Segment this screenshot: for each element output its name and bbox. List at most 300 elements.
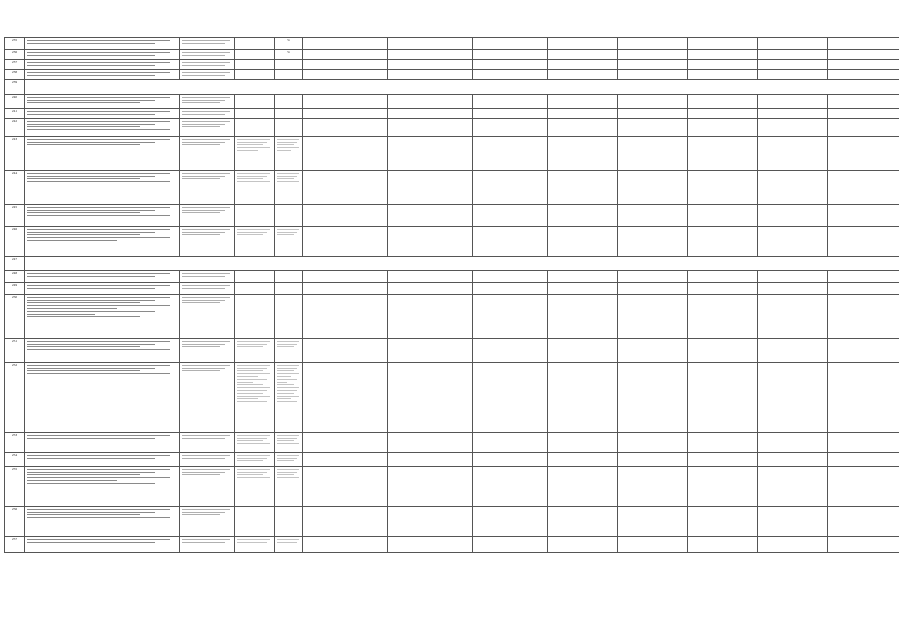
value-cell: [618, 453, 688, 467]
unit-cell: [275, 507, 303, 537]
unit-cell: [275, 363, 303, 433]
value-cell: [618, 363, 688, 433]
value-cell: [303, 171, 388, 205]
value-cell: [388, 507, 473, 537]
funding-source: [235, 137, 275, 171]
row-number: 257: [5, 537, 25, 553]
value-cell: [618, 271, 688, 283]
value-cell: [618, 50, 688, 60]
funding-source: [235, 70, 275, 80]
value-cell: [758, 171, 828, 205]
value-cell: [828, 467, 900, 507]
indicator-name: [25, 467, 180, 507]
funding-source: [235, 38, 275, 50]
table-row: [5, 453, 900, 467]
value-cell: [688, 363, 758, 433]
value-cell: [388, 295, 473, 339]
value-cell: [688, 38, 758, 50]
value-cell: [618, 109, 688, 119]
row-number: 251: [5, 339, 25, 363]
value-cell: [758, 467, 828, 507]
unit-cell: [275, 95, 303, 109]
indicator-name: [25, 339, 180, 363]
responsible-body: [180, 271, 235, 283]
value-cell: [548, 70, 618, 80]
value-cell: [548, 433, 618, 453]
value-cell: [548, 60, 618, 70]
responsible-body: [180, 171, 235, 205]
row-number: 256: [5, 507, 25, 537]
funding-source: [235, 453, 275, 467]
indicator-name: [25, 295, 180, 339]
table-row: [5, 70, 900, 80]
value-cell: [758, 283, 828, 295]
indicator-name: [25, 60, 180, 70]
value-cell: [303, 295, 388, 339]
funding-source: [235, 467, 275, 507]
value-cell: [548, 467, 618, 507]
table-row: [5, 295, 900, 339]
value-cell: [388, 453, 473, 467]
funding-source: [235, 271, 275, 283]
value-cell: [473, 283, 548, 295]
value-cell: [388, 339, 473, 363]
value-cell: [828, 453, 900, 467]
value-cell: [388, 50, 473, 60]
value-cell: [688, 537, 758, 553]
table-row: [5, 271, 900, 283]
row-number: 238: [5, 70, 25, 80]
value-cell: [303, 119, 388, 137]
funding-source: [235, 295, 275, 339]
value-cell: [388, 467, 473, 507]
value-cell: [548, 227, 618, 257]
value-cell: [688, 95, 758, 109]
value-cell: [688, 205, 758, 227]
row-number: 246: [5, 227, 25, 257]
row-number: 248: [5, 271, 25, 283]
funding-source: [235, 227, 275, 257]
value-cell: [548, 38, 618, 50]
value-cell: [388, 363, 473, 433]
row-number: 243: [5, 137, 25, 171]
value-cell: [473, 50, 548, 60]
value-cell: [688, 453, 758, 467]
value-cell: [388, 95, 473, 109]
responsible-body: [180, 119, 235, 137]
value-cell: [828, 119, 900, 137]
value-cell: [303, 433, 388, 453]
table-body: [5, 38, 900, 553]
value-cell: [618, 507, 688, 537]
value-cell: [758, 295, 828, 339]
table-row: [5, 433, 900, 453]
value-cell: [303, 38, 388, 50]
unit-cell: [275, 70, 303, 80]
value-cell: [548, 339, 618, 363]
value-cell: [828, 433, 900, 453]
value-cell: [618, 537, 688, 553]
value-cell: [388, 205, 473, 227]
value-cell: [828, 205, 900, 227]
value-cell: [548, 171, 618, 205]
value-cell: [548, 271, 618, 283]
table-row: [5, 467, 900, 507]
value-cell: [388, 537, 473, 553]
responsible-body: [180, 95, 235, 109]
value-cell: [388, 60, 473, 70]
value-cell: [473, 70, 548, 80]
table-row: [5, 95, 900, 109]
value-cell: [618, 433, 688, 453]
unit-cell: [275, 537, 303, 553]
responsible-body: [180, 50, 235, 60]
value-cell: [303, 507, 388, 537]
responsible-body: [180, 70, 235, 80]
value-cell: [388, 38, 473, 50]
row-number: 242: [5, 119, 25, 137]
value-cell: [828, 50, 900, 60]
value-cell: [758, 453, 828, 467]
indicator-name: [25, 363, 180, 433]
row-number: 247: [5, 257, 25, 271]
value-cell: [758, 507, 828, 537]
value-cell: [758, 50, 828, 60]
funding-source: [235, 50, 275, 60]
unit-cell: [275, 295, 303, 339]
value-cell: [548, 109, 618, 119]
value-cell: [473, 339, 548, 363]
funding-source: [235, 363, 275, 433]
funding-source: [235, 205, 275, 227]
table-row: [5, 537, 900, 553]
value-cell: [303, 339, 388, 363]
responsible-body: [180, 507, 235, 537]
value-cell: [473, 38, 548, 50]
row-number: 252: [5, 363, 25, 433]
value-cell: [548, 283, 618, 295]
value-cell: [688, 70, 758, 80]
indicator-name: [25, 95, 180, 109]
indicator-name: [25, 537, 180, 553]
value-cell: [548, 537, 618, 553]
indicator-name: [25, 119, 180, 137]
value-cell: [758, 227, 828, 257]
indicator-name: [25, 433, 180, 453]
value-cell: [758, 537, 828, 553]
responsible-body: [180, 295, 235, 339]
value-cell: [758, 70, 828, 80]
value-cell: [548, 119, 618, 137]
value-cell: [303, 283, 388, 295]
indicator-name: [25, 271, 180, 283]
indicator-name: [25, 205, 180, 227]
table-row: [5, 507, 900, 537]
value-cell: [618, 171, 688, 205]
value-cell: [688, 271, 758, 283]
funding-source: [235, 60, 275, 70]
unit-cell: [275, 60, 303, 70]
value-cell: [548, 363, 618, 433]
value-cell: [828, 537, 900, 553]
value-cell: [688, 60, 758, 70]
value-cell: [303, 363, 388, 433]
row-number: 239: [5, 80, 25, 95]
funding-source: [235, 507, 275, 537]
value-cell: [688, 119, 758, 137]
responsible-body: [180, 363, 235, 433]
row-number: 245: [5, 205, 25, 227]
value-cell: [303, 271, 388, 283]
row-number: 235: [5, 38, 25, 50]
value-cell: [828, 109, 900, 119]
row-number: 249: [5, 283, 25, 295]
unit-cell: [275, 205, 303, 227]
value-cell: [303, 70, 388, 80]
value-cell: [618, 60, 688, 70]
row-number: 240: [5, 95, 25, 109]
table-row: [5, 38, 900, 50]
indicator-name: [25, 109, 180, 119]
table-row: [5, 339, 900, 363]
value-cell: [688, 283, 758, 295]
value-cell: [758, 271, 828, 283]
funding-source: [235, 537, 275, 553]
row-number: 236: [5, 50, 25, 60]
value-cell: [758, 38, 828, 50]
value-cell: [618, 95, 688, 109]
unit-cell: [275, 119, 303, 137]
value-cell: [618, 467, 688, 507]
responsible-body: [180, 227, 235, 257]
value-cell: [473, 119, 548, 137]
funding-source: [235, 171, 275, 205]
value-cell: [388, 137, 473, 171]
section-row: [5, 80, 900, 95]
indicator-name: [25, 137, 180, 171]
indicator-name: [25, 70, 180, 80]
indicator-name: [25, 38, 180, 50]
responsible-body: [180, 137, 235, 171]
value-cell: [618, 38, 688, 50]
value-cell: [548, 507, 618, 537]
section-heading: [25, 257, 900, 271]
unit-cell: [275, 339, 303, 363]
value-cell: [473, 227, 548, 257]
responsible-body: [180, 433, 235, 453]
responsible-body: [180, 60, 235, 70]
row-number: 254: [5, 453, 25, 467]
table-row: [5, 227, 900, 257]
value-cell: [473, 109, 548, 119]
row-number: 250: [5, 295, 25, 339]
value-cell: [688, 109, 758, 119]
value-cell: [388, 271, 473, 283]
value-cell: [828, 60, 900, 70]
value-cell: [303, 109, 388, 119]
value-cell: [758, 433, 828, 453]
unit-cell: [275, 433, 303, 453]
value-cell: [388, 283, 473, 295]
value-cell: [618, 295, 688, 339]
funding-source: [235, 283, 275, 295]
value-cell: [618, 283, 688, 295]
indicator-name: [25, 171, 180, 205]
row-number: 255: [5, 467, 25, 507]
value-cell: [828, 70, 900, 80]
responsible-body: [180, 537, 235, 553]
value-cell: [618, 119, 688, 137]
value-cell: [388, 119, 473, 137]
table-row: [5, 60, 900, 70]
table-row: [5, 119, 900, 137]
value-cell: [473, 453, 548, 467]
value-cell: [828, 137, 900, 171]
value-cell: [688, 295, 758, 339]
value-cell: [303, 95, 388, 109]
responsible-body: [180, 109, 235, 119]
value-cell: [758, 363, 828, 433]
funding-source: [235, 119, 275, 137]
unit-cell: [275, 137, 303, 171]
document-sheet: [4, 37, 899, 635]
responsible-body: [180, 339, 235, 363]
row-number: 241: [5, 109, 25, 119]
value-cell: [548, 453, 618, 467]
value-cell: [473, 467, 548, 507]
value-cell: [618, 70, 688, 80]
value-cell: [828, 171, 900, 205]
value-cell: [758, 339, 828, 363]
indicator-name: [25, 283, 180, 295]
unit-cell: [275, 453, 303, 467]
table-row: [5, 205, 900, 227]
value-cell: [758, 205, 828, 227]
value-cell: [388, 171, 473, 205]
value-cell: [548, 295, 618, 339]
value-cell: [688, 227, 758, 257]
value-cell: [828, 295, 900, 339]
unit-cell: [275, 271, 303, 283]
unit-cell: %: [275, 50, 303, 60]
value-cell: [473, 95, 548, 109]
responsible-body: [180, 205, 235, 227]
unit-cell: %: [275, 38, 303, 50]
value-cell: [688, 507, 758, 537]
value-cell: [688, 433, 758, 453]
indicator-name: [25, 453, 180, 467]
value-cell: [473, 433, 548, 453]
unit-cell: [275, 171, 303, 205]
value-cell: [303, 227, 388, 257]
indicator-name: [25, 227, 180, 257]
row-number: 244: [5, 171, 25, 205]
funding-source: [235, 95, 275, 109]
table-row: [5, 109, 900, 119]
value-cell: [473, 363, 548, 433]
value-cell: [473, 171, 548, 205]
funding-source: [235, 109, 275, 119]
value-cell: [473, 205, 548, 227]
funding-source: [235, 433, 275, 453]
value-cell: [688, 171, 758, 205]
unit-cell: [275, 467, 303, 507]
value-cell: [828, 95, 900, 109]
value-cell: [758, 137, 828, 171]
funding-source: [235, 339, 275, 363]
value-cell: [388, 227, 473, 257]
value-cell: [548, 95, 618, 109]
value-cell: [828, 283, 900, 295]
value-cell: [548, 205, 618, 227]
value-cell: [618, 339, 688, 363]
value-cell: [758, 60, 828, 70]
value-cell: [303, 537, 388, 553]
value-cell: [828, 227, 900, 257]
indicator-name: [25, 507, 180, 537]
value-cell: [828, 38, 900, 50]
value-cell: [473, 137, 548, 171]
value-cell: [303, 137, 388, 171]
row-number: 253: [5, 433, 25, 453]
value-cell: [758, 119, 828, 137]
responsible-body: [180, 38, 235, 50]
value-cell: [618, 205, 688, 227]
value-cell: [388, 433, 473, 453]
value-cell: [303, 467, 388, 507]
value-cell: [688, 50, 758, 60]
responsible-body: [180, 453, 235, 467]
value-cell: [828, 339, 900, 363]
table-row: [5, 137, 900, 171]
value-cell: [303, 50, 388, 60]
value-cell: [688, 137, 758, 171]
value-cell: [758, 109, 828, 119]
value-cell: [618, 137, 688, 171]
responsible-body: [180, 283, 235, 295]
value-cell: [303, 205, 388, 227]
indicator-name: [25, 50, 180, 60]
value-cell: [618, 227, 688, 257]
unit-cell: [275, 109, 303, 119]
table-row: [5, 171, 900, 205]
value-cell: [473, 507, 548, 537]
value-cell: [473, 60, 548, 70]
unit-cell: [275, 227, 303, 257]
value-cell: [388, 109, 473, 119]
value-cell: [473, 537, 548, 553]
value-cell: [688, 467, 758, 507]
value-cell: [303, 60, 388, 70]
program-indicators-table: [4, 37, 899, 553]
value-cell: [473, 295, 548, 339]
responsible-body: [180, 467, 235, 507]
table-row: [5, 283, 900, 295]
table-row: [5, 363, 900, 433]
value-cell: [473, 271, 548, 283]
value-cell: [548, 137, 618, 171]
table-row: [5, 50, 900, 60]
value-cell: [828, 271, 900, 283]
value-cell: [303, 453, 388, 467]
unit-cell: [275, 283, 303, 295]
value-cell: [828, 507, 900, 537]
value-cell: [688, 339, 758, 363]
section-row: [5, 257, 900, 271]
value-cell: [758, 95, 828, 109]
value-cell: [828, 363, 900, 433]
section-heading: [25, 80, 900, 95]
